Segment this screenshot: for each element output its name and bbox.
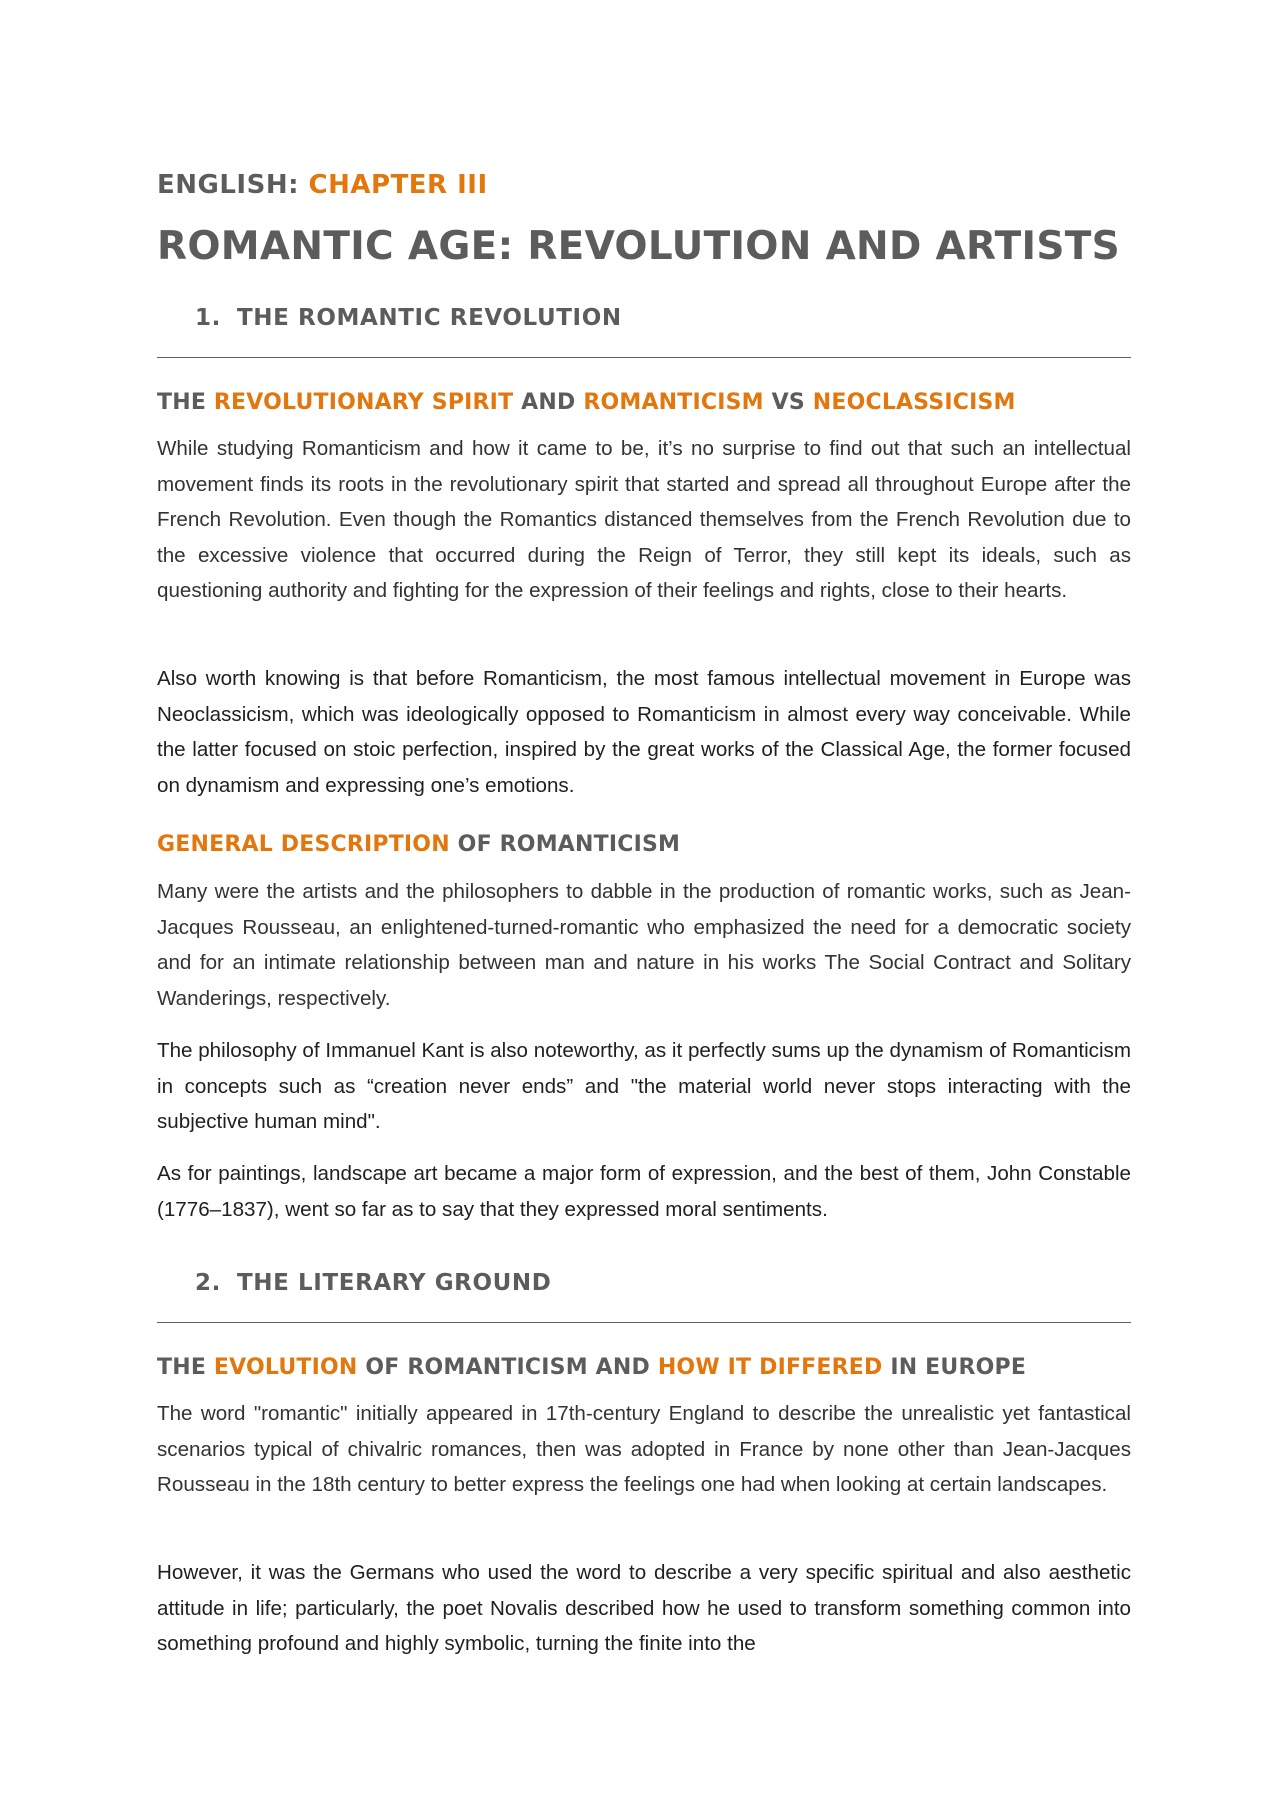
- heading-highlight: HOW IT DIFFERED: [657, 1355, 883, 1380]
- heading-highlight: NEOCLASSICISM: [812, 390, 1016, 415]
- subsection-heading: [157, 832, 680, 857]
- heading-highlight: ROMANTICISM: [583, 390, 764, 415]
- body-paragraph: However, it was the Germans who used the word to describe a very specific spiritual and also aesthetic attitude in life; particularly, the poet Novalis described how he used to transform something common into something profound and highly symbolic, turning the finite into the: [157, 1561, 1131, 1655]
- section-number: 2.: [195, 1270, 221, 1296]
- subsection-heading: [157, 1355, 1026, 1380]
- body-paragraph: Also worth knowing is that before Romanticism, the most famous intellectual movement in Europe was Neoclassicism, which was ideologically opposed to Romanticism in almost every way conceivable. While the latter focused on stoic perfection, inspired by the great works of the Classical Age, the former focused on dynamism and expressing one’s emotions.: [157, 667, 1131, 797]
- section-title: THE LITERARY GROUND: [237, 1270, 552, 1296]
- heading-text: OF ROMANTICISM AND: [357, 1355, 658, 1380]
- section-divider: [157, 357, 1131, 358]
- heading-highlight: GENERAL DESCRIPTION: [157, 832, 450, 857]
- heading-highlight: EVOLUTION: [213, 1355, 358, 1380]
- section-divider: [157, 1322, 1131, 1323]
- section-title: THE ROMANTIC REVOLUTION: [237, 305, 622, 331]
- chapter-number: CHAPTER III: [308, 170, 488, 200]
- heading-text: OF ROMANTICISM: [449, 832, 681, 857]
- heading-text: VS: [763, 390, 813, 415]
- section-heading-2: [195, 1270, 551, 1296]
- section-heading-1: [195, 305, 622, 331]
- heading-text: AND: [513, 390, 584, 415]
- body-paragraph: The philosophy of Immanuel Kant is also noteworthy, as it perfectly sums up the dynamism of Romanticism in concepts such as “creation never ends” and "the material world never stops interacting with the subjective human mind".: [157, 1039, 1131, 1133]
- section-number: 1.: [195, 305, 221, 331]
- body-paragraph: While studying Romanticism and how it came to be, it’s no surprise to find out that such an intellectual movement finds its roots in the revolutionary spirit that started and spread all throughout Europe after the French Revolution. Even though the Romantics distanced themselves from the French Revolution due to the excessive violence that occurred during the Reign of Terror, they still kept its ideals, such as questioning authority and fighting for the expression of their feelings and rights, close to their hearts.: [157, 437, 1131, 602]
- chapter-label: [157, 170, 488, 200]
- heading-text: THE: [157, 1355, 214, 1380]
- heading-text: IN EUROPE: [882, 1355, 1027, 1380]
- body-paragraph: As for paintings, landscape art became a major form of expression, and the best of them, John Constable (1776–1837), went so far as to say that they expressed moral sentiments.: [157, 1162, 1131, 1221]
- subsection-heading: [157, 390, 1016, 415]
- heading-highlight: REVOLUTIONARY SPIRIT: [213, 390, 514, 415]
- page-title: ROMANTIC AGE: REVOLUTION AND ARTISTS: [157, 224, 1121, 269]
- body-paragraph: The word "romantic" initially appeared in 17th-century England to describe the unrealistic yet fantastical scenarios typical of chivalric romances, then was adopted in France by none other than Jean-Jacques Rousseau in the 18th century to better express the feelings one had when looking at certain landscapes.: [157, 1402, 1131, 1496]
- subject-prefix: ENGLISH:: [157, 170, 309, 200]
- heading-text: THE: [157, 390, 214, 415]
- body-paragraph: Many were the artists and the philosophers to dabble in the production of romantic works, such as Jean-Jacques Rousseau, an enlightened-turned-romantic who emphasized the need for a democratic society and for an intimate relationship between man and nature in his works The Social Contract and Solitary Wanderings, respectively.: [157, 880, 1131, 1010]
